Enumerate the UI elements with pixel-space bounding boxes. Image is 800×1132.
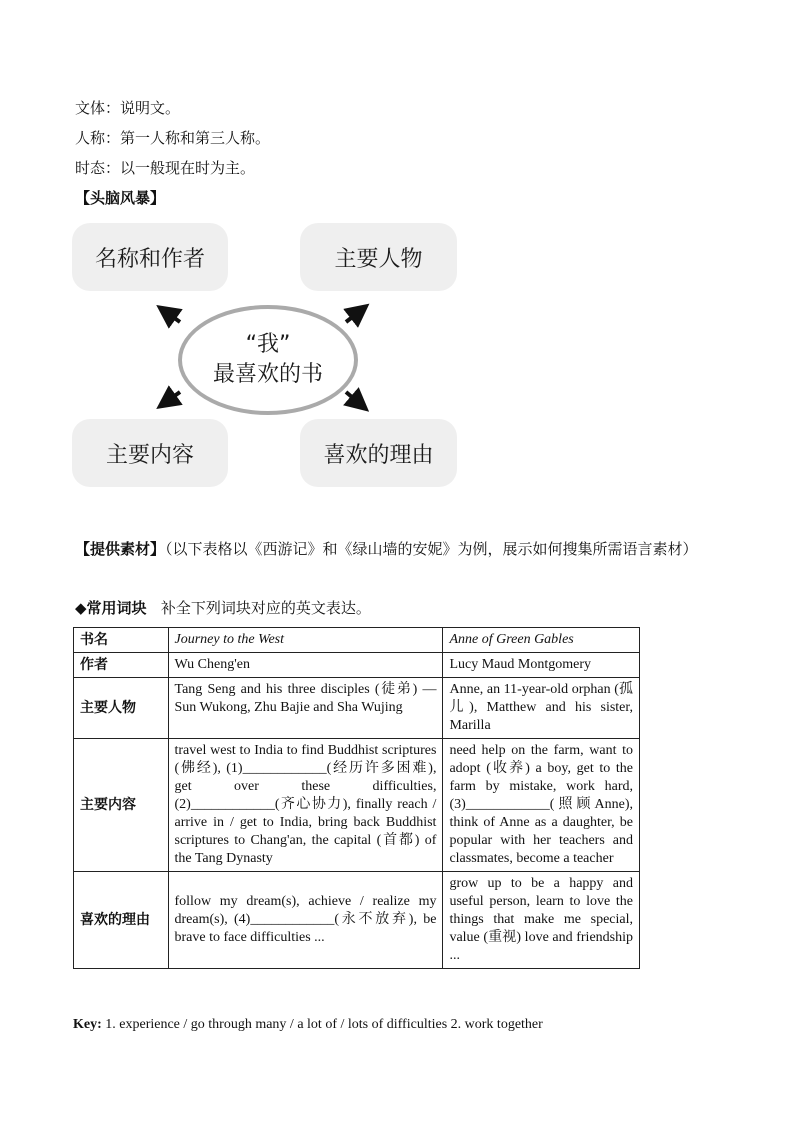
phrases-heading: ◆常用词块 <box>75 599 147 617</box>
key-label: Key: <box>73 1017 102 1032</box>
mindmap-reasons: 喜欢的理由 <box>300 419 457 487</box>
style-line: 文体：说明文。 <box>75 99 181 117</box>
materials-description: （以下表格以《西游记》和《绿山墙的安妮》为例，展示如何搜集所需语言素材） <box>165 540 698 558</box>
materials-paragraph <box>75 535 735 563</box>
cell-book1-content: travel west to India to find Buddhist scriptures (佛经), (1)____________(经历许多困难), get over these difficulties, (2)____________(齐心协力), finally reach / arrive in / get to India, bring back Buddhist scriptures to Chang'an, the capital (首都) of the Tang Dynasty <box>168 739 443 872</box>
cell-book1-title: Journey to the West <box>168 628 443 653</box>
arrow-bottom-right <box>346 392 360 404</box>
phrase-table <box>73 627 640 969</box>
mindmap-center-line2: 最喜欢的书 <box>212 362 323 387</box>
cell-book2-title: Anne of Green Gables <box>443 628 640 653</box>
arrow-top-left <box>166 312 180 322</box>
mindmap-main-characters: 主要人物 <box>300 223 457 291</box>
cell-book2-content: need help on the farm, want to adopt (收养) a boy, get to the farm by mistake, work hard, (3)____________(照顾Anne), think of Anne as a daughter, be popular with her teachers and classmates, become a teacher <box>443 739 640 872</box>
arrow-bottom-left <box>166 392 180 402</box>
table-row <box>74 872 640 969</box>
mind-map <box>0 0 800 500</box>
row-label-author: 作者 <box>74 653 169 678</box>
row-label-content: 主要内容 <box>74 739 169 872</box>
materials-heading: 【提供素材】 <box>75 540 166 558</box>
row-label-reasons: 喜欢的理由 <box>74 872 169 969</box>
cell-book1-characters: Tang Seng and his three disciples (徒弟) — Sun Wukong, Zhu Bajie and Sha Wujing <box>168 678 443 739</box>
phrases-instruction: 补全下列词块对应的英文表达。 <box>160 599 371 617</box>
cell-book2-characters: Anne, an 11-year-old orphan (孤儿), Matthew and his sister, Marilla <box>443 678 640 739</box>
row-label-characters: 主要人物 <box>74 678 169 739</box>
phrases-line <box>75 598 371 618</box>
row-label-title: 书名 <box>74 628 169 653</box>
mindmap-arrows <box>0 0 800 500</box>
cell-book2-author: Lucy Maud Montgomery <box>443 653 640 678</box>
table-row <box>74 653 640 678</box>
arrow-top-right <box>346 311 360 322</box>
table-row <box>74 739 640 872</box>
cell-book1-author: Wu Cheng'en <box>168 653 443 678</box>
mindmap-center <box>178 305 358 415</box>
tense-line: 时态：以一般现在时为主。 <box>75 159 256 177</box>
cell-book2-reasons: grow up to be a happy and useful person, learn to love the things that make me special, value (重视) love and friendship ... <box>443 872 640 969</box>
mindmap-title-author: 名称和作者 <box>72 223 228 291</box>
mindmap-main-content: 主要内容 <box>72 419 228 487</box>
table-row <box>74 628 640 653</box>
brainstorm-heading: 【头脑风暴】 <box>75 189 166 207</box>
cell-book1-reasons: follow my dream(s), achieve / realize my dream(s), (4)____________(永不放弃), be brave to face difficulties ... <box>168 872 443 969</box>
answer-key <box>73 1017 543 1033</box>
key-text: 1. experience / go through many / a lot of / lots of difficulties 2. work together <box>101 1017 543 1032</box>
person-line: 人称：第一人称和第三人称。 <box>75 129 271 147</box>
mindmap-center-line1: “我” <box>245 332 291 357</box>
table-row <box>74 678 640 739</box>
